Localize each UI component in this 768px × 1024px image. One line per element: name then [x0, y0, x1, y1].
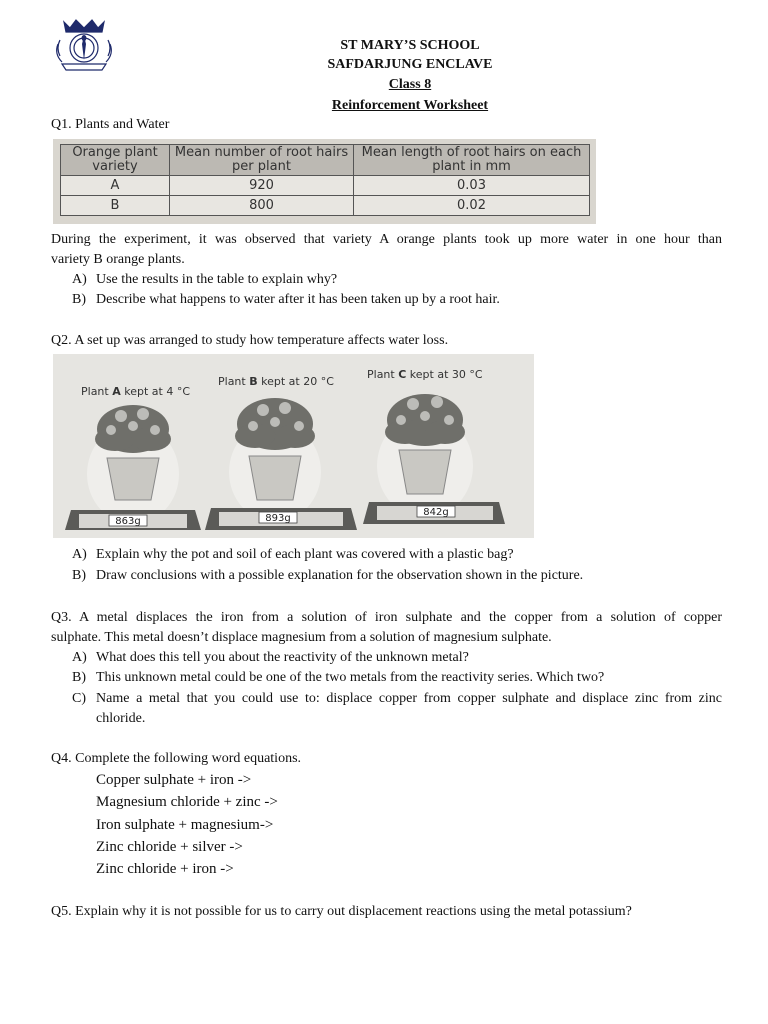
part-label: B) — [72, 670, 86, 685]
part-label: A) — [72, 547, 87, 562]
q2-title: Q2. A set up was arranged to study how temperature affects water loss. — [51, 333, 449, 348]
table-row — [61, 176, 590, 196]
school-location: SAFDARJUNG ENCLAVE — [327, 57, 493, 72]
q2-part-b — [72, 566, 692, 586]
q3-paragraph — [51, 608, 722, 648]
plant-c-label: Plant C kept at 30 °C — [367, 368, 483, 381]
plants-photo — [53, 354, 534, 538]
table-cell: A — [61, 176, 170, 196]
table-row — [61, 196, 590, 216]
part-label: A) — [72, 650, 87, 665]
q1-paragraph-line: During the experiment, it was observed that variety A orange plants took up more water in one hour than — [51, 232, 722, 247]
part-text: Use the results in the table to explain why? — [96, 272, 338, 287]
q1-table-photo — [53, 139, 596, 224]
plant-b-label: Plant B kept at 20 °C — [218, 375, 334, 388]
q4-title: Q4. Complete the following word equations. — [51, 751, 302, 766]
equation: Zinc chloride + silver -> — [96, 839, 243, 855]
table-cell: 920 — [170, 176, 354, 196]
part-text: What does this tell you about the reactivity of the unknown metal? — [96, 650, 469, 665]
q1-paragraph-line: variety B orange plants. — [51, 252, 185, 267]
part-text: Draw conclusions with a possible explanation for the observation shown in the picture. — [96, 568, 584, 583]
equation: Iron sulphate + magnesium-> — [96, 817, 274, 833]
table-cell: 0.03 — [354, 176, 590, 196]
q3-paragraph-line: Q3. A metal displaces the iron from a solution of iron sulphate and the copper from a solution of copper — [51, 610, 722, 625]
q1-title: Q1. Plants and Water — [51, 117, 170, 132]
table-header: Mean number of root hairs per plant — [170, 145, 354, 176]
q3-part-a — [72, 648, 712, 668]
q3-part-b — [72, 668, 712, 688]
plant-a-mass: 863g — [115, 516, 141, 527]
q1-part-b — [72, 290, 672, 310]
table-header: Orange plant variety — [61, 145, 170, 176]
q1-part-a — [72, 270, 672, 290]
table-cell: 800 — [170, 196, 354, 216]
table-cell: B — [61, 196, 170, 216]
part-text: Explain why the pot and soil of each plant was covered with a plastic bag? — [96, 547, 514, 562]
q5-title: Q5. Explain why it is not possible for us to carry out displacement reactions using the metal potassium? — [51, 904, 632, 919]
plant-b-mass: 893g — [265, 513, 291, 524]
equation: Copper sulphate + iron -> — [96, 772, 252, 788]
part-label: B) — [72, 568, 86, 583]
part-text: This unknown metal could be one of the two metals from the reactivity series. Which two? — [96, 670, 605, 685]
equation: Zinc chloride + iron -> — [96, 861, 234, 877]
table-header: Mean length of root hairs on each plant in mm — [354, 145, 590, 176]
part-text: Name a metal that you could use to: displace copper from copper sulphate and displace zinc from zinc — [96, 691, 722, 706]
worksheet-title: Reinforcement Worksheet — [331, 98, 489, 113]
part-label: B) — [72, 292, 86, 307]
part-text: chloride. — [96, 711, 146, 726]
q3-part-c — [72, 689, 722, 729]
root-hair-table — [60, 144, 590, 216]
plant-a-label: Plant A kept at 4 °C — [81, 385, 190, 398]
table-cell: 0.02 — [354, 196, 590, 216]
q3-paragraph-line: sulphate. This metal doesn’t displace magnesium from a solution of magnesium sulphate. — [51, 630, 552, 645]
part-label: A) — [72, 272, 87, 287]
q1-paragraph — [51, 230, 722, 270]
part-text: Describe what happens to water after it has been taken up by a root hair. — [96, 292, 500, 307]
q2-part-a — [72, 545, 672, 565]
school-name: ST MARY’S SCHOOL — [340, 38, 480, 53]
plant-c-mass: 842g — [423, 507, 449, 518]
school-logo — [50, 14, 118, 74]
class-label: Class 8 — [388, 77, 432, 92]
part-label: C) — [72, 691, 86, 706]
equation: Magnesium chloride + zinc -> — [96, 794, 278, 810]
